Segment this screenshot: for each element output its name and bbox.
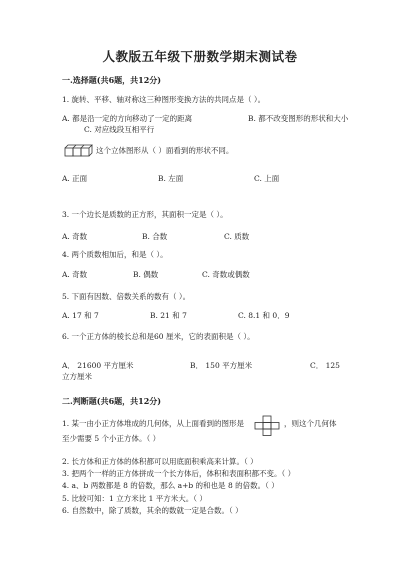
judge-4-stem: 4. a、b 两数都是 8 的倍数，那么 a+b 的和也是 8 的倍数。（ ） (62, 481, 279, 490)
question-3-stem: 3. 一个边长是质数的正方形，其面积一定是（ ）。 (62, 210, 228, 219)
question-2-option-c: C. 上面 (254, 174, 280, 183)
question-4-stem: 4. 两个质数相加后，和是（ ）。 (62, 250, 168, 259)
question-5-option-b: B. 21 和 7 (150, 311, 187, 320)
question-5-option-a: A. 17 和 7 (62, 311, 99, 320)
judge-1-stem-part3: 至少需要 5 个小正方体。（ ） (62, 434, 161, 443)
question-4-option-a: A. 奇数 (62, 270, 88, 279)
question-5-stem: 5. 下面有因数、倍数关系的数有（ ）。 (62, 292, 191, 301)
question-3-option-b: B. 合数 (142, 232, 168, 241)
question-1-option-a: A. 都是沿一定的方向移动了一定的距离 (62, 114, 193, 123)
question-5-option-c: C. 8.1 和 0．9 (238, 311, 290, 320)
judge-6-stem: 6. 自然数中，除了质数，其余的数就一定是合数。（ ） (62, 506, 243, 515)
question-6-stem: 6. 一个正方体的棱长总和是60 厘米，它的表面积是（ ）。 (62, 332, 255, 341)
question-4-option-c: C. 奇数或偶数 (202, 270, 250, 279)
judge-2-stem: 2. 长方体和正方体的体积都可以用底面积乘高来计算。（ ） (62, 457, 258, 466)
question-6-option-c-unit: 立方厘米 (62, 372, 92, 381)
question-3-option-a: A. 奇数 (62, 232, 88, 241)
question-2-option-b: B. 左面 (158, 174, 184, 183)
section-heading-judge: 二.判断题(共6题，共12分) (62, 396, 162, 406)
question-1-stem: 1. 旋转、平移、轴对称这三种图形变换方法的共同点是（ ）。 (62, 95, 266, 104)
judge-3-stem: 3. 把两个一样的正方体拼成一个长方体后，体积和表面积都不变。（ ） (62, 469, 296, 478)
cube-stack-icon (64, 144, 94, 158)
question-6-option-a: A． 21600 平方厘米 (62, 361, 134, 370)
question-2-option-a: A. 正面 (62, 174, 88, 183)
judge-1-stem-part2: ，则这个几何体 (284, 419, 337, 428)
question-4-option-b: B. 偶数 (133, 270, 159, 279)
section-heading-choice: 一.选择题(共6题，共12分) (62, 75, 162, 85)
top-view-shape-icon (254, 415, 280, 437)
question-6-option-c: C． 125 (310, 361, 340, 370)
judge-5-stem: 5. 比较可知：1 立方米比 1 平方米大。（ ） (62, 494, 207, 503)
question-1-option-b: B. 都不改变图形的形状和大小 (248, 114, 349, 123)
question-3-option-c: C. 质数 (224, 232, 250, 241)
question-1-option-c: C. 对应线段互相平行 (84, 125, 155, 134)
question-2-stem: 这个立体图形从（ ）面看到的形状不同。 (96, 146, 234, 155)
judge-1-stem-part1: 1. 某一由小正方体堆成的几何体，从上面看到的图形是 (62, 419, 245, 428)
question-6-option-b: B． 150 平方厘米 (190, 361, 253, 370)
page-title: 人教版五年级下册数学期末测试卷 (102, 49, 298, 64)
